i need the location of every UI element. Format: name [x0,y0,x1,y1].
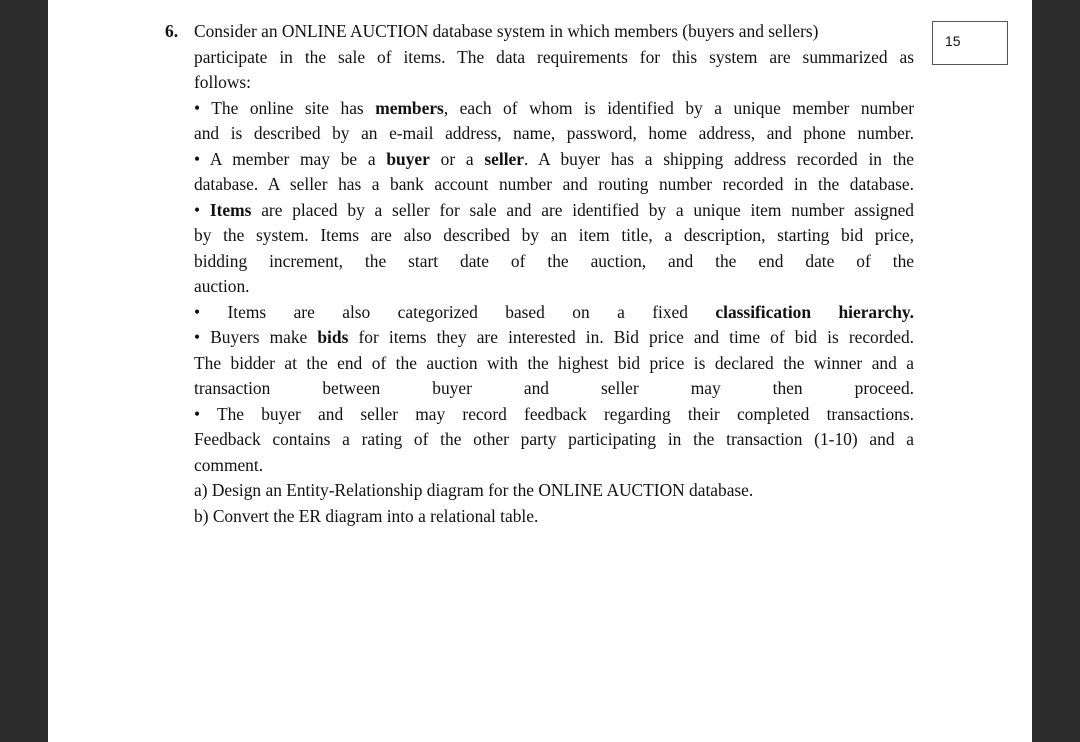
feedback-bullet-line-2: Feedback contains a rating of the other party participating in the transaction (1-10) and a [194,429,914,449]
part-b: b) Convert the ER diagram into a relational table. [194,505,539,526]
bids-bullet-line-2: The bidder at the end of the auction with the highest bid price is declared the winner and a [194,352,914,373]
marks-value: 15 [945,33,961,49]
part-a: a) Design an Entity-Relationship diagram for the ONLINE AUCTION database. [194,480,754,500]
buyer-seller-bullet-line-2: database. A seller has a bank account number and routing number recorded in the database. [194,174,914,194]
intro-line-1: Consider an ONLINE AUCTION database system in which members (buyers and sellers) [194,21,819,41]
members-bullet-line-1: • The online site has members, each of whom is identified by a unique member number [194,97,914,118]
feedback-bullet-line-3: comment. [194,454,264,475]
items-bullet-line-1: • Items are placed by a seller for sale and are identified by a unique item number assigned [194,199,914,220]
buyer-seller-bullet-line-1: • A member may be a buyer or a seller. A buyer has a shipping address recorded in the [194,148,914,169]
question-number: 6. [165,21,179,41]
marks-box [932,21,1008,65]
members-bullet-line-2: and is described by an e-mail address, name, password, home address, and phone number. [194,123,914,143]
items-term: Items [209,199,252,220]
members-term: members [375,97,444,118]
classification-bullet: • Items are also categorized based on a fixed classification hierarchy. [194,301,914,322]
intro-line-3: follows: [194,72,252,92]
document-page [48,0,1032,742]
question-6 [165,19,915,529]
items-bullet-line-3: bidding increment, the start date of the auction, and the end date of the [194,250,914,271]
seller-term: seller [484,148,524,169]
items-bullet-line-4: auction. [194,276,250,296]
classification-term: classification hierarchy. [715,301,914,322]
bids-term: bids [317,327,349,347]
bids-bullet-line-1: • Buyers make bids for items they are interested in. Bid price and time of bid is recorded. [194,327,915,347]
intro-line-2: participate in the sale of items. The data requirements for this system are summarized as [194,46,914,67]
feedback-bullet-line-1: • The buyer and seller may record feedback regarding their completed transactions. [194,403,914,424]
items-bullet-line-2: by the system. Items are also described by an item title, a description, starting bid price, [194,225,914,245]
buyer-term: buyer [386,148,430,169]
bids-bullet-line-3: transaction between buyer and seller may then proceed. [194,378,914,398]
